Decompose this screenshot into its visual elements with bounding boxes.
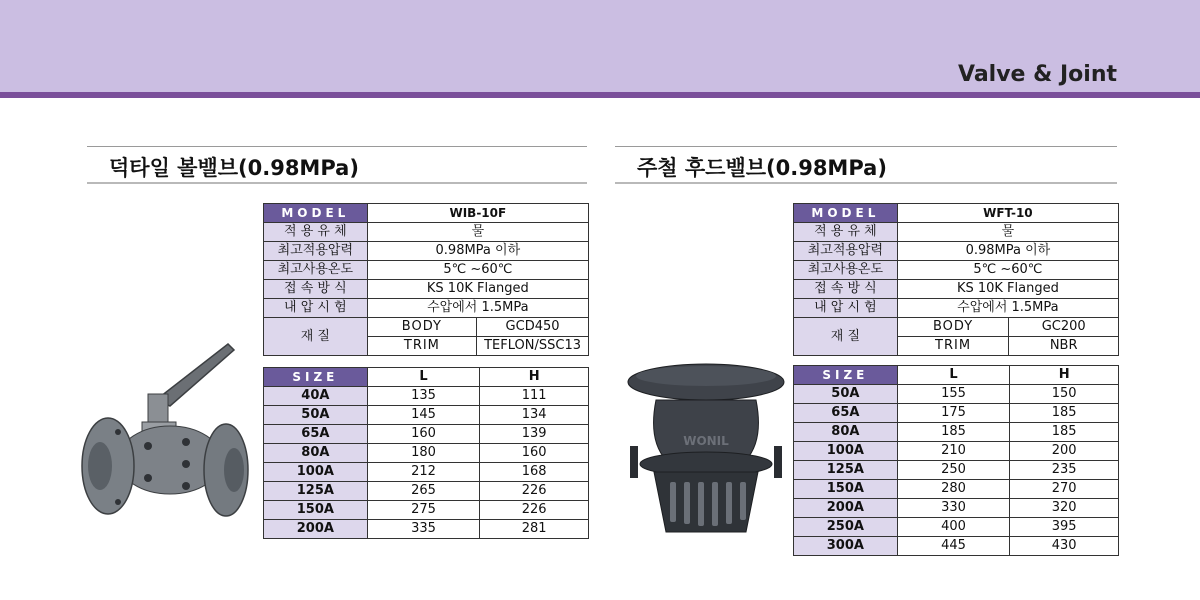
size-cell: 250A [794, 518, 898, 537]
table-row [264, 425, 589, 444]
h-header: H [1010, 366, 1119, 385]
l-cell: 250 [897, 461, 1010, 480]
spec-value: 0.98MPa 이하 [367, 242, 588, 261]
h-cell: 235 [1010, 461, 1119, 480]
table-row [794, 242, 1119, 261]
model-label: MODEL [264, 204, 368, 223]
h-header: H [480, 368, 589, 387]
material-part: TRIM [897, 337, 1009, 356]
table-row [794, 442, 1119, 461]
h-cell: 226 [480, 501, 589, 520]
h-cell: 168 [480, 463, 589, 482]
table-row [264, 223, 589, 242]
l-header: L [897, 366, 1010, 385]
spec-label: 적 용 유 체 [794, 223, 898, 242]
table-row [794, 261, 1119, 280]
material-value: GC200 [1009, 318, 1119, 337]
table-row [264, 482, 589, 501]
table-row [794, 318, 1119, 337]
h-cell: 160 [480, 444, 589, 463]
spec-value: KS 10K Flanged [367, 280, 588, 299]
table-row [264, 520, 589, 539]
spec-value: 0.98MPa 이하 [897, 242, 1118, 261]
l-header: L [367, 368, 480, 387]
table-row [264, 387, 589, 406]
table-row [794, 461, 1119, 480]
table-row [794, 280, 1119, 299]
l-cell: 155 [897, 385, 1010, 404]
spec-label: 최고적용압력 [264, 242, 368, 261]
table-row [794, 537, 1119, 556]
size-cell: 65A [264, 425, 368, 444]
table-row [264, 242, 589, 261]
l-cell: 330 [897, 499, 1010, 518]
h-cell: 185 [1010, 404, 1119, 423]
spec-label: 내 압 시 험 [794, 299, 898, 318]
table-row [264, 368, 589, 387]
wonil-emboss: WONIL [683, 434, 729, 448]
h-cell: 139 [480, 425, 589, 444]
right-section-header [615, 146, 1117, 184]
h-cell: 200 [1010, 442, 1119, 461]
table-row [264, 406, 589, 425]
size-header: SIZE [794, 366, 898, 385]
spec-label: 적 용 유 체 [264, 223, 368, 242]
l-cell: 400 [897, 518, 1010, 537]
l-cell: 275 [367, 501, 480, 520]
table-row [264, 318, 589, 337]
left-size-table [263, 367, 589, 539]
size-cell: 100A [794, 442, 898, 461]
size-cell: 150A [264, 501, 368, 520]
spec-value: 물 [367, 223, 588, 242]
l-cell: 445 [897, 537, 1010, 556]
table-row [794, 299, 1119, 318]
right-section-title: 주철 후드밸브(0.98MPa) [637, 156, 887, 180]
spec-value: 수압에서 1.5MPa [897, 299, 1118, 318]
section-rule-top [615, 146, 1117, 147]
l-cell: 180 [367, 444, 480, 463]
table-row [794, 404, 1119, 423]
foot-valve-image [626, 360, 786, 540]
size-cell: 125A [264, 482, 368, 501]
spec-value: 5℃ ~60℃ [367, 261, 588, 280]
left-spec-table [263, 203, 589, 356]
material-value: NBR [1009, 337, 1119, 356]
l-cell: 175 [897, 404, 1010, 423]
l-cell: 185 [897, 423, 1010, 442]
material-value: GCD450 [477, 318, 589, 337]
ball-valve-image [78, 338, 256, 540]
size-cell: 200A [264, 520, 368, 539]
l-cell: 335 [367, 520, 480, 539]
spec-value: 5℃ ~60℃ [897, 261, 1118, 280]
material-part: BODY [897, 318, 1009, 337]
table-row [794, 499, 1119, 518]
table-row [264, 501, 589, 520]
table-row [794, 223, 1119, 242]
size-cell: 50A [794, 385, 898, 404]
l-cell: 265 [367, 482, 480, 501]
h-cell: 430 [1010, 537, 1119, 556]
left-section-title: 덕타일 볼밸브(0.98MPa) [109, 156, 359, 180]
h-cell: 320 [1010, 499, 1119, 518]
material-label: 재 질 [264, 318, 368, 356]
table-row [264, 280, 589, 299]
table-row [794, 423, 1119, 442]
h-cell: 111 [480, 387, 589, 406]
h-cell: 226 [480, 482, 589, 501]
material-value: TEFLON/SSC13 [477, 337, 589, 356]
spec-value: 물 [897, 223, 1118, 242]
table-row [794, 204, 1119, 223]
l-cell: 160 [367, 425, 480, 444]
right-spec-table [793, 203, 1119, 356]
table-row [794, 518, 1119, 537]
spec-label: 최고적용압력 [794, 242, 898, 261]
h-cell: 395 [1010, 518, 1119, 537]
l-cell: 280 [897, 480, 1010, 499]
section-rule-bottom [87, 182, 587, 184]
section-rule-bottom [615, 182, 1117, 184]
l-cell: 210 [897, 442, 1010, 461]
model-value: WIB-10F [367, 204, 588, 223]
l-cell: 212 [367, 463, 480, 482]
spec-label: 최고사용온도 [794, 261, 898, 280]
size-cell: 150A [794, 480, 898, 499]
table-row [264, 204, 589, 223]
table-row [264, 299, 589, 318]
size-cell: 200A [794, 499, 898, 518]
material-part: TRIM [367, 337, 476, 356]
table-row [264, 261, 589, 280]
size-cell: 50A [264, 406, 368, 425]
size-cell: 300A [794, 537, 898, 556]
h-cell: 150 [1010, 385, 1119, 404]
spec-label: 최고사용온도 [264, 261, 368, 280]
size-cell: 80A [264, 444, 368, 463]
size-cell: 40A [264, 387, 368, 406]
size-header: SIZE [264, 368, 368, 387]
table-row [264, 463, 589, 482]
left-section-header [87, 146, 587, 184]
spec-label: 내 압 시 험 [264, 299, 368, 318]
size-cell: 65A [794, 404, 898, 423]
right-size-table [793, 365, 1119, 556]
size-cell: 125A [794, 461, 898, 480]
l-cell: 145 [367, 406, 480, 425]
h-cell: 134 [480, 406, 589, 425]
size-cell: 80A [794, 423, 898, 442]
table-row [794, 480, 1119, 499]
material-part: BODY [367, 318, 476, 337]
l-cell: 135 [367, 387, 480, 406]
spec-value: KS 10K Flanged [897, 280, 1118, 299]
spec-label: 접 속 방 식 [264, 280, 368, 299]
spec-value: 수압에서 1.5MPa [367, 299, 588, 318]
h-cell: 270 [1010, 480, 1119, 499]
table-row [264, 444, 589, 463]
model-label: MODEL [794, 204, 898, 223]
h-cell: 185 [1010, 423, 1119, 442]
h-cell: 281 [480, 520, 589, 539]
section-rule-top [87, 146, 587, 147]
spec-label: 접 속 방 식 [794, 280, 898, 299]
material-label: 재 질 [794, 318, 898, 356]
brand-title: Valve & Joint [958, 62, 1117, 87]
table-row [794, 366, 1119, 385]
table-row [794, 385, 1119, 404]
size-cell: 100A [264, 463, 368, 482]
model-value: WFT-10 [897, 204, 1118, 223]
header-divider [0, 92, 1200, 98]
